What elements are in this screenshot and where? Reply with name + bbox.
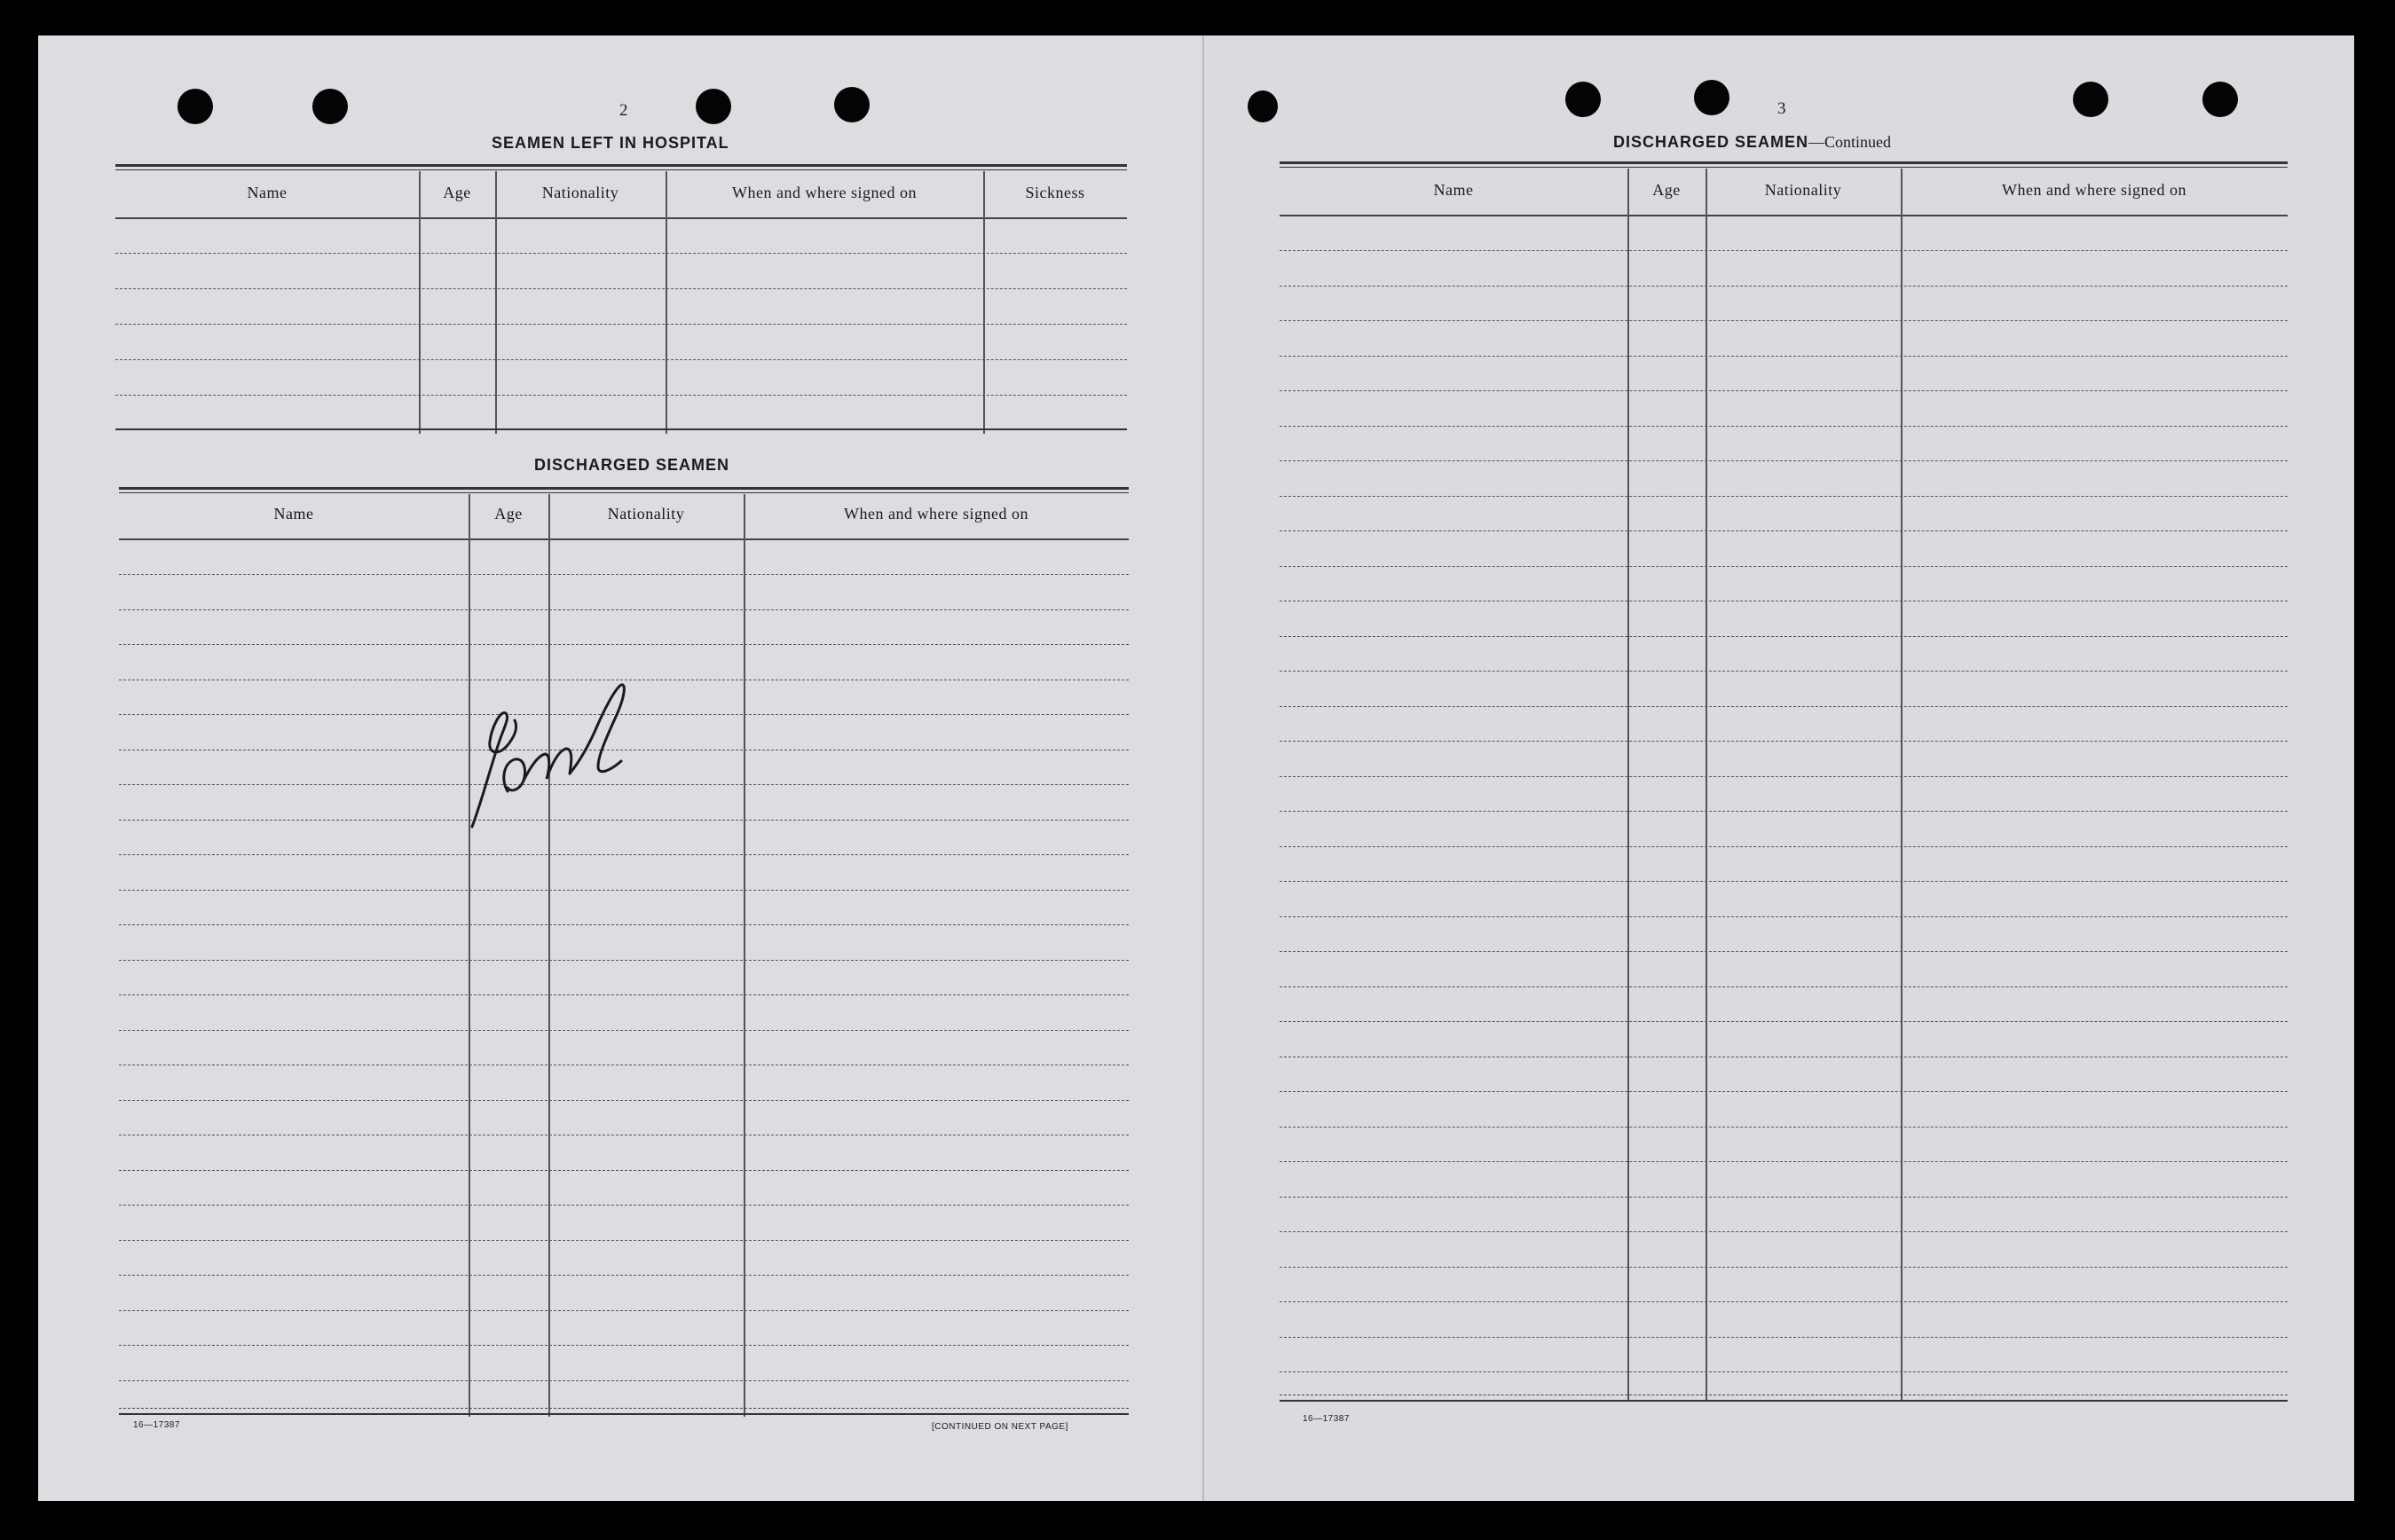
- row-line: [1280, 776, 2288, 777]
- column-header-signed-on: When and where signed on: [844, 505, 1028, 522]
- row-line: [1280, 460, 2288, 461]
- page-number-left: 2: [619, 101, 628, 120]
- row-line: [119, 1275, 1129, 1276]
- row-line: [1280, 671, 2288, 672]
- row-line: [1280, 356, 2288, 357]
- row-line: [119, 1240, 1129, 1241]
- row-line: [1280, 951, 2288, 952]
- table-bottom-rule: [1280, 1400, 2288, 1402]
- row-line: [1280, 566, 2288, 567]
- column-header-age: Age: [443, 184, 471, 201]
- punch-hole: [1565, 82, 1601, 117]
- table-top-rule: [1280, 161, 2288, 164]
- row-line: [119, 1345, 1129, 1346]
- discharged-table-right: [1280, 161, 2288, 1402]
- table-top-rule: [119, 487, 1129, 490]
- row-line: [1280, 1021, 2288, 1022]
- header-rule: [1280, 215, 2288, 216]
- row-line: [1280, 846, 2288, 847]
- row-line: [1280, 636, 2288, 637]
- continued-note: [CONTINUED ON NEXT PAGE]: [932, 1422, 1068, 1432]
- row-line: [1280, 1371, 2288, 1372]
- row-line: [115, 324, 1127, 325]
- table-top-rule: [115, 169, 1127, 170]
- row-line: [1280, 1301, 2288, 1302]
- row-line: [119, 1310, 1129, 1311]
- section-title-suffix: —Continued: [1808, 133, 1892, 151]
- row-line: [119, 854, 1129, 855]
- row-line: [119, 609, 1129, 610]
- punch-hole: [834, 87, 870, 122]
- punch-hole: [2202, 82, 2238, 117]
- row-line: [1280, 881, 2288, 882]
- column-header-name: Name: [247, 184, 288, 201]
- column-header-age: Age: [494, 505, 523, 522]
- table-bottom-rule: [115, 428, 1127, 430]
- page-number-right: 3: [1777, 99, 1786, 118]
- row-line: [1280, 1127, 2288, 1128]
- form-number-left: 16—17387: [133, 1420, 180, 1430]
- column-divider: [1706, 169, 1707, 1402]
- table-top-rule: [115, 164, 1127, 167]
- column-header-sickness: Sickness: [1025, 184, 1085, 201]
- form-number-right: 16—17387: [1303, 1414, 1350, 1424]
- column-header-nationality: Nationality: [541, 184, 619, 201]
- discharged-table-left: [119, 487, 1129, 1414]
- row-line: [119, 890, 1129, 891]
- row-line: [1280, 706, 2288, 707]
- row-line: [1280, 1267, 2288, 1268]
- punch-hole: [177, 89, 213, 124]
- row-line: [119, 574, 1129, 575]
- hospital-table: [115, 164, 1127, 435]
- row-line: [1280, 741, 2288, 742]
- punch-hole: [1694, 80, 1729, 115]
- row-line: [119, 644, 1129, 645]
- row-line: [1280, 286, 2288, 287]
- table-top-rule: [1280, 167, 2288, 168]
- discharged-continued-title: [1613, 133, 1891, 152]
- row-line: [119, 1380, 1129, 1381]
- section-title-text: DISCHARGED SEAMEN: [1613, 133, 1809, 151]
- punch-hole: [1248, 90, 1278, 122]
- table-bottom-rule: [119, 1413, 1129, 1415]
- row-line: [115, 253, 1127, 254]
- row-line: [1280, 811, 2288, 812]
- row-line: [1280, 1091, 2288, 1092]
- row-line: [1280, 530, 2288, 531]
- punch-hole: [696, 89, 731, 124]
- punch-hole: [312, 89, 348, 124]
- row-line: [119, 994, 1129, 995]
- column-divider: [548, 494, 550, 1417]
- table-bottom-rule: [119, 1408, 1129, 1409]
- discharged-section-title: DISCHARGED SEAMEN: [534, 456, 730, 474]
- column-divider: [1901, 169, 1903, 1402]
- row-line: [119, 1205, 1129, 1206]
- header-rule: [119, 538, 1129, 540]
- column-header-signed-on: When and where signed on: [2002, 181, 2186, 199]
- row-line: [119, 1100, 1129, 1101]
- column-header-name: Name: [1433, 181, 1474, 199]
- row-line: [1280, 390, 2288, 391]
- row-line: [1280, 496, 2288, 497]
- column-divider: [744, 494, 745, 1417]
- row-line: [1280, 1231, 2288, 1232]
- row-line: [115, 288, 1127, 289]
- column-header-nationality: Nationality: [1764, 181, 1842, 199]
- row-line: [1280, 1337, 2288, 1338]
- row-line: [1280, 986, 2288, 987]
- row-line: [119, 1170, 1129, 1171]
- header-rule: [115, 217, 1127, 219]
- row-line: [1280, 250, 2288, 251]
- row-line: [1280, 916, 2288, 917]
- column-header-name: Name: [273, 505, 314, 522]
- row-line: [119, 1030, 1129, 1031]
- row-line: [1280, 426, 2288, 427]
- row-line: [1280, 320, 2288, 321]
- row-line: [1280, 1161, 2288, 1162]
- table-top-rule: [119, 492, 1129, 493]
- column-header-nationality: Nationality: [607, 505, 685, 522]
- column-header-signed-on: When and where signed on: [732, 184, 917, 201]
- hospital-section-title: SEAMEN LEFT IN HOSPITAL: [492, 134, 729, 152]
- handwritten-signature: [465, 674, 651, 838]
- column-divider: [1627, 169, 1629, 1402]
- row-line: [1280, 1197, 2288, 1198]
- row-line: [119, 924, 1129, 925]
- row-line: [115, 359, 1127, 360]
- row-line: [119, 960, 1129, 961]
- row-line: [115, 395, 1127, 396]
- column-divider: [469, 494, 470, 1417]
- column-header-age: Age: [1652, 181, 1681, 199]
- punch-hole: [2073, 82, 2108, 117]
